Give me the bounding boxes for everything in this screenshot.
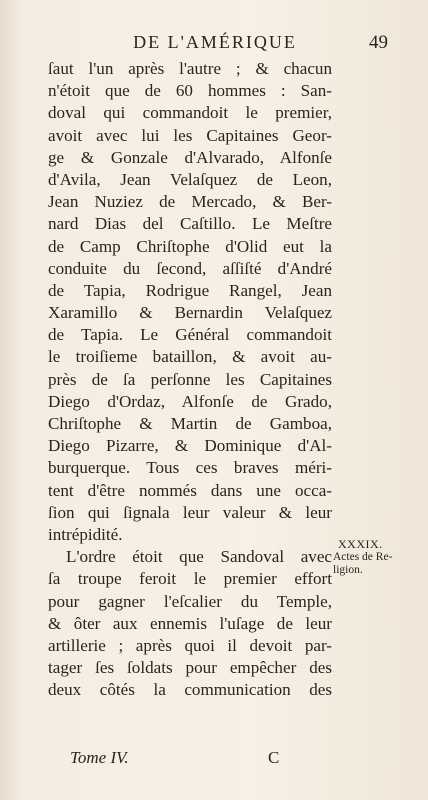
page-footer xyxy=(70,748,370,768)
body-line: de Camp Chriſtophe d'Olid eut la xyxy=(48,236,332,256)
body-line: avoit avec lui les Capitaines Geor- xyxy=(48,125,332,145)
margin-note-text: ligion. xyxy=(333,564,363,576)
body-line: n'étoit que de 60 hommes : San- xyxy=(48,81,332,101)
body-line: ge & Gonzale d'Alvarado, Alfonſe xyxy=(48,147,332,167)
body-line: artillerie ; après quoi il devoit par- xyxy=(48,635,332,655)
body-line: tager ſes ſoldats pour empêcher des xyxy=(48,658,332,678)
body-line: doval qui commandoit le premier, xyxy=(48,103,332,123)
signature-mark: C xyxy=(268,748,280,767)
body-line: & ôter aux ennemis l'uſage de leur xyxy=(48,613,332,633)
margin-note-text: Actes de Re- xyxy=(333,551,393,563)
body-line: ſion qui ſignala leur valeur & leur xyxy=(48,502,332,522)
body-line: Diego d'Ordaz, Alfonſe de Grado, xyxy=(48,391,332,411)
volume-label: Tome IV. xyxy=(70,748,129,767)
running-title: DE L'AMÉRIQUE xyxy=(133,32,297,52)
body-line: de Tapia, Rodrigue Rangel, Jean xyxy=(48,280,332,300)
body-line: le troiſieme bataillon, & avoit au- xyxy=(48,347,332,367)
body-line: Jean Nuziez de Mercado, & Ber- xyxy=(48,192,332,212)
body-line: Chriſtophe & Martin de Gamboa, xyxy=(48,414,332,433)
body-line: nard Dias del Caſtillo. Le Meſtre xyxy=(48,214,332,234)
body-line: tent d'être nommés dans une occa- xyxy=(48,480,332,500)
body-line: ſaut l'un après l'autre ; & chacun xyxy=(48,59,332,78)
body-line: deux côtés la communication des xyxy=(48,680,332,700)
body-line: Xaramillo & Bernardin Velaſquez xyxy=(48,303,332,323)
body-line: L'ordre étoit que Sandoval avec xyxy=(66,547,332,567)
page-number: 49 xyxy=(369,32,388,53)
body-line: de Tapia. Le Général commandoit xyxy=(48,325,332,345)
body-line: pour gagner l'eſcalier du Temple, xyxy=(48,591,332,611)
body-line: ſa troupe feroit le premier effort xyxy=(48,569,332,589)
body-line: conduite du ſecond, aſſiſté d'André xyxy=(48,258,332,278)
margin-note xyxy=(333,538,405,577)
body-line: d'Avila, Jean Velaſquez de Leon, xyxy=(48,169,332,189)
body-text xyxy=(48,58,332,701)
margin-note-number: XXXIX. xyxy=(338,537,383,551)
body-line: intrépidité. xyxy=(48,524,123,544)
body-line: burquerque. Tous ces braves méri- xyxy=(48,458,332,478)
body-line: près de ſa perſonne les Capitaines xyxy=(48,369,332,389)
body-line: Diego Pizarre, & Dominique d'Al- xyxy=(48,436,332,456)
